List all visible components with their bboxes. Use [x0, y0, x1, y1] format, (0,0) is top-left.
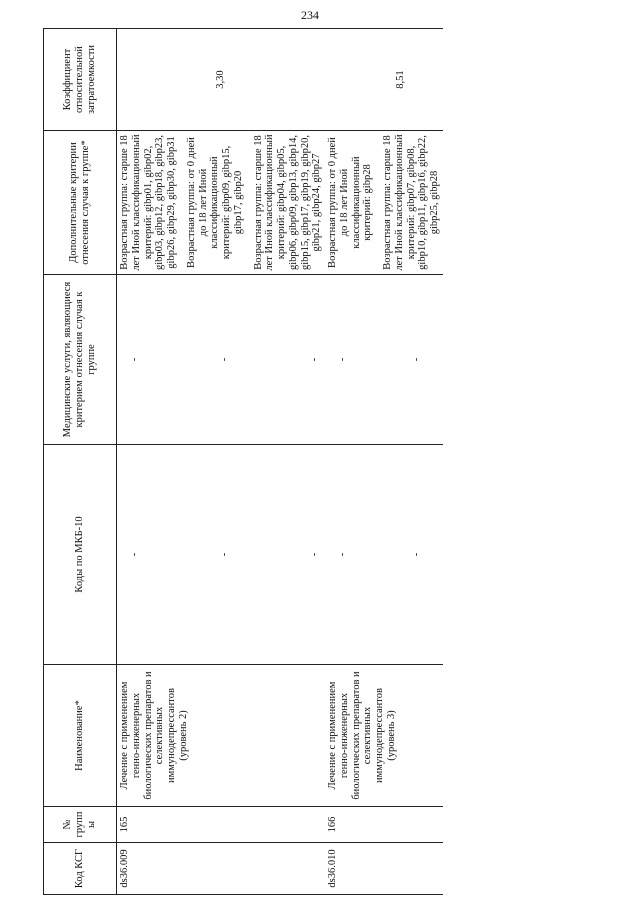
mkb-value: - [410, 552, 422, 557]
header-criteria: Дополнительные критерии отнесения случая к группе* [44, 131, 117, 275]
table-row [325, 29, 443, 895]
table-row [117, 29, 326, 895]
cell-group-no: 166 [325, 807, 443, 843]
mkb-value: - [337, 552, 348, 557]
cell-coefficient: 3,30 [117, 29, 326, 131]
services-value: - [410, 357, 422, 362]
cell-services [325, 275, 443, 445]
cell-services [117, 275, 326, 445]
criteria-text: Возрастная группа: старше 18 лет Иной классификационный критерий: gibp04, gibp05, gibp06, gibp09, gibp13, gibp14, gibp15, gibp17, gibp19, gibp20, gibp21, gibp24, gibp27 [252, 134, 323, 271]
header-group-no: № группы [44, 807, 117, 843]
cell-name: Лечение с применением генно-инженерных биологических препаратов и селективных иммунодепрессантов (уровень 2) [117, 665, 326, 807]
rotated-table-wrapper [43, 29, 591, 895]
cell-name: Лечение с применением генно-инженерных биологических препаратов и селективных иммунодепрессантов (уровень 3) [325, 665, 443, 807]
header-coefficient: Коэффициент относительной затратоемкости [44, 29, 117, 131]
mkb-value: - [129, 552, 140, 557]
header-mkb: Коды по МКБ-10 [44, 445, 117, 665]
cell-coefficient: 8,51 [325, 29, 443, 131]
header-code: Код КСГ [44, 843, 117, 895]
ksg-table [43, 28, 443, 895]
cell-criteria [117, 131, 326, 275]
cell-code: ds36.009 [117, 843, 326, 895]
mkb-value: - [308, 552, 320, 557]
criteria-text: Возрастная группа: от 0 дней до 18 лет Иной классификационный критерий: gibp28 [327, 137, 374, 268]
services-value: - [337, 357, 348, 362]
cell-mkb [325, 445, 443, 665]
services-value: - [129, 357, 140, 362]
table-header-row [44, 29, 117, 895]
header-name: Наименование* [44, 665, 117, 807]
criteria-text: Возрастная группа: старше 18 лет Иной классификационный критерий: gibp01, gibp02, gibp03, gibp12, gibp18, gibp23, gibp26, gibp29, gibp30, gibp31 [119, 134, 177, 271]
services-value: - [218, 357, 230, 362]
mkb-value: - [218, 552, 230, 557]
services-value: - [308, 357, 320, 362]
page-number: 234 [301, 8, 319, 22]
criteria-text: Возрастная группа: старше 18 лет Иной классификационный критерий: gibp07, gibp08, gibp10, gibp11, gibp16, gibp22, gibp25, gibp28 [382, 134, 440, 271]
criteria-text: Возрастная группа: от 0 дней до 18 лет Иной классификационный критерий: gibp09, gibp15, gibp17, gibp20 [185, 137, 244, 268]
header-services: Медицинские услуги, являющиеся критерием отнесения случая к группе [44, 275, 117, 445]
cell-mkb [117, 445, 326, 665]
cell-code: ds36.010 [325, 843, 443, 895]
cell-group-no: 165 [117, 807, 326, 843]
cell-criteria [325, 131, 443, 275]
